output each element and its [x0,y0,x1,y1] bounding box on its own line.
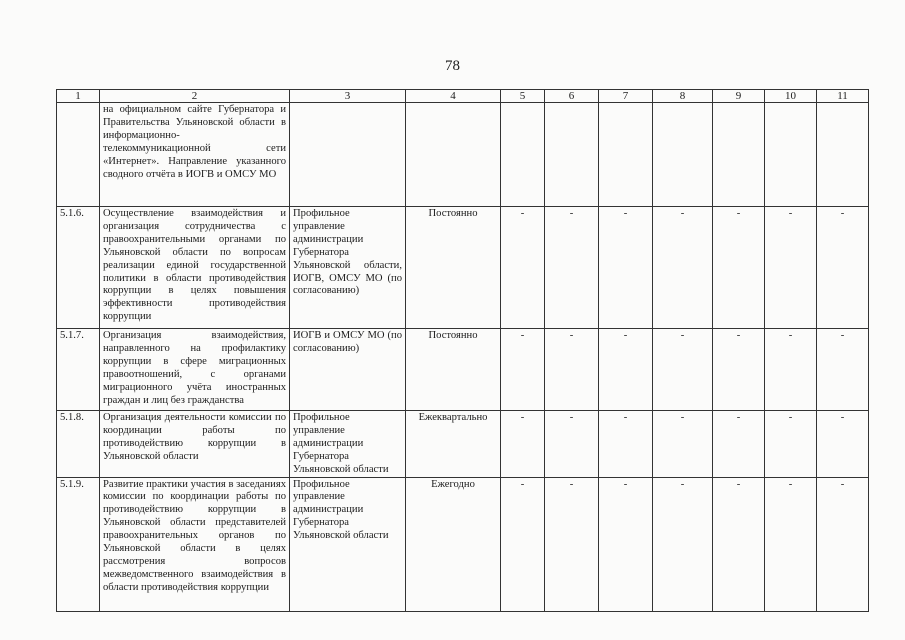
column-number: 6 [545,90,599,103]
activity-description: Развитие практики участия в заседаниях комиссии по координации работы по противодействию коррупции в Ульяновской области представителей правоохранительных органов по Ульяновской области в целях рассмотрения вопросов межведомственного взаимодействия в области противодействия коррупции [100,477,290,611]
funding-value: - [765,477,817,611]
column-number: 7 [599,90,653,103]
funding-value: - [545,329,599,411]
execution-term: Ежегодно [406,477,501,611]
execution-term: Ежеквартально [406,411,501,478]
funding-value [713,103,765,207]
funding-value [501,103,545,207]
funding-value: - [599,411,653,478]
execution-term [406,103,501,207]
table-row [57,207,869,329]
funding-value [545,103,599,207]
funding-value: - [653,477,713,611]
activity-description: Организация деятельности комиссии по координации работы по противодействию коррупции в Ульяновской области [100,411,290,478]
page-number: 78 [445,58,460,74]
funding-value: - [713,477,765,611]
column-numbers-row [57,90,869,103]
funding-value: - [713,329,765,411]
funding-value: - [817,329,869,411]
column-number: 10 [765,90,817,103]
funding-value: - [765,411,817,478]
funding-value [599,103,653,207]
column-number: 4 [406,90,501,103]
funding-value: - [817,477,869,611]
funding-value: - [653,329,713,411]
funding-value [817,103,869,207]
funding-value: - [599,477,653,611]
column-number: 9 [713,90,765,103]
column-number: 2 [100,90,290,103]
table-row [57,477,869,611]
funding-value: - [599,207,653,329]
funding-value: - [713,207,765,329]
funding-value: - [653,207,713,329]
funding-value: - [545,411,599,478]
table-row [57,103,869,207]
activity-description: на официальном сайте Губернатора и Правительства Ульяновской области в информационно-телекоммуникационной сети «Интернет». Направление указанного сводного отчёта в ИОГВ и ОМСУ МО [100,103,290,207]
execution-term: Постоянно [406,329,501,411]
responsible-executor: Профильное управление администрации Губернатора Ульяновской области, ИОГВ, ОМСУ МО (по согласованию) [290,207,406,329]
funding-value: - [765,207,817,329]
funding-value: - [501,329,545,411]
row-number [57,103,100,207]
row-number: 5.1.8. [57,411,100,478]
funding-value: - [599,329,653,411]
funding-value: - [501,477,545,611]
execution-term: Постоянно [406,207,501,329]
funding-value: - [501,411,545,478]
responsible-executor: Профильное управление администрации Губернатора Ульяновской области [290,477,406,611]
funding-value: - [545,477,599,611]
funding-value: - [653,411,713,478]
row-number: 5.1.6. [57,207,100,329]
table-row [57,329,869,411]
activity-description: Организация взаимодействия, направленного на профилактику коррупции в сфере миграционных правоотношений, с органами миграционного учёта иностранных граждан и лиц без гражданства [100,329,290,411]
activity-description: Осуществление взаимодействия и организация сотрудничества с правоохранительными органами по Ульяновской области по вопросам реализации единой государственной политики в области противодействия коррупции в целях повышения эффективности противодействия коррупции [100,207,290,329]
column-number: 5 [501,90,545,103]
funding-value [765,103,817,207]
row-number: 5.1.7. [57,329,100,411]
column-number: 11 [817,90,869,103]
responsible-executor [290,103,406,207]
funding-value [653,103,713,207]
funding-value: - [545,207,599,329]
column-number: 1 [57,90,100,103]
funding-value: - [817,207,869,329]
responsible-executor: Профильное управление администрации Губернатора Ульяновской области [290,411,406,478]
row-number: 5.1.9. [57,477,100,611]
activity-plan-table [56,89,869,612]
column-number: 8 [653,90,713,103]
responsible-executor: ИОГВ и ОМСУ МО (по согласованию) [290,329,406,411]
table-row [57,411,869,478]
funding-value: - [817,411,869,478]
funding-value: - [501,207,545,329]
column-number: 3 [290,90,406,103]
funding-value: - [765,329,817,411]
funding-value: - [713,411,765,478]
